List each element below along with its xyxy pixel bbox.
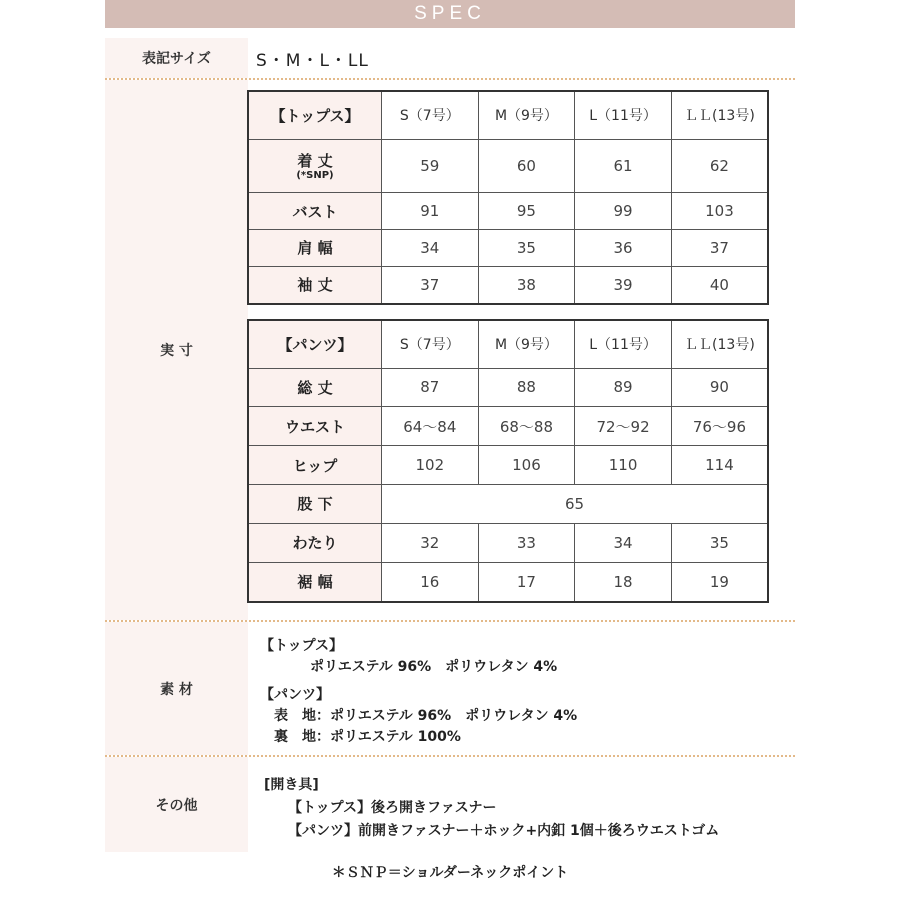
other-title: [開き具] xyxy=(264,777,319,793)
label-size xyxy=(105,38,248,78)
table-cell: 87 xyxy=(382,368,479,407)
table-cell: 89 xyxy=(575,368,672,407)
table-cell: 17 xyxy=(478,562,575,602)
tops-size-table xyxy=(247,90,769,305)
table-cell: 91 xyxy=(382,193,479,230)
row-header: 肩 幅 xyxy=(248,229,382,266)
spec-header: SPEC xyxy=(105,0,795,28)
other-block xyxy=(264,774,719,843)
table-cell: 60 xyxy=(478,139,575,193)
row-header: 袖 丈 xyxy=(248,266,382,304)
table-cell: 40 xyxy=(671,266,768,304)
material-pants-outer: 表 地：ポリエステル 96% ポリウレタン 4% xyxy=(274,708,578,724)
table-cell: 106 xyxy=(478,446,575,485)
divider xyxy=(105,78,795,80)
table-title: 【パンツ】 xyxy=(248,320,382,368)
table-cell: 36 xyxy=(575,229,672,266)
material-pants-title: 【パンツ】 xyxy=(260,687,330,703)
table-cell: 37 xyxy=(382,266,479,304)
table-cell: 61 xyxy=(575,139,672,193)
table-cell: 18 xyxy=(575,562,672,602)
table-cell: 102 xyxy=(382,446,479,485)
table-cell: 37 xyxy=(671,229,768,266)
column-header: M（9号） xyxy=(478,91,575,139)
column-header: ＬＬ(13号) xyxy=(671,320,768,368)
column-header: L（11号） xyxy=(575,91,672,139)
table-cell: 38 xyxy=(478,266,575,304)
table-cell: 90 xyxy=(671,368,768,407)
row-header: 総 丈 xyxy=(248,368,382,407)
column-header: M（9号） xyxy=(478,320,575,368)
label-material-text: 素 材 xyxy=(160,681,193,698)
row-header: ヒップ xyxy=(248,446,382,485)
row-header: わたり xyxy=(248,523,382,562)
row-header xyxy=(248,139,382,193)
table-cell: 76〜96 xyxy=(671,407,768,446)
table-cell: 103 xyxy=(671,193,768,230)
divider xyxy=(105,755,795,757)
table-cell: 59 xyxy=(382,139,479,193)
label-measure-text: 実 寸 xyxy=(160,343,193,359)
table-cell-merged: 65 xyxy=(382,485,769,524)
column-header: L（11号） xyxy=(575,320,672,368)
table-cell: 110 xyxy=(575,446,672,485)
table-cell: 19 xyxy=(671,562,768,602)
row-label: 着 丈 xyxy=(297,152,333,171)
label-other-text: その他 xyxy=(155,797,198,814)
material-tops-title: 【トップス】 xyxy=(260,638,344,654)
table-cell: 35 xyxy=(671,523,768,562)
other-tops-line: 【トップス】後ろ開きファスナー xyxy=(288,800,497,816)
table-cell: 39 xyxy=(575,266,672,304)
table-cell: 68〜88 xyxy=(478,407,575,446)
size-value: S・M・L・LL xyxy=(256,51,369,71)
divider xyxy=(105,620,795,622)
row-header: 股 下 xyxy=(248,485,382,524)
table-cell: 114 xyxy=(671,446,768,485)
material-pants-lining: 裏 地：ポリエステル 100% xyxy=(274,729,461,745)
label-measure xyxy=(105,80,248,620)
row-header: ウエスト xyxy=(248,407,382,446)
pants-size-table xyxy=(247,319,769,603)
table-cell: 95 xyxy=(478,193,575,230)
table-title: 【トップス】 xyxy=(248,91,382,139)
row-header: 裾 幅 xyxy=(248,562,382,602)
table-cell: 72〜92 xyxy=(575,407,672,446)
label-material xyxy=(105,622,248,755)
table-cell: 33 xyxy=(478,523,575,562)
material-tops-line: ポリエステル 96% ポリウレタン 4% xyxy=(310,659,558,675)
table-cell: 34 xyxy=(382,229,479,266)
table-cell: 62 xyxy=(671,139,768,193)
other-pants-line: 【パンツ】前開きファスナー＋ホック+内釦 1個＋後ろウエストゴム xyxy=(288,823,720,839)
material-block xyxy=(260,636,577,748)
label-size-text: 表記サイズ xyxy=(142,51,211,67)
table-cell: 99 xyxy=(575,193,672,230)
label-other xyxy=(105,757,248,852)
snp-note: ＊ＳＮＰ＝ショルダーネックポイント xyxy=(331,865,569,881)
table-cell: 32 xyxy=(382,523,479,562)
column-header: ＬＬ(13号) xyxy=(671,91,768,139)
table-cell: 16 xyxy=(382,562,479,602)
table-cell: 34 xyxy=(575,523,672,562)
table-cell: 35 xyxy=(478,229,575,266)
column-header: S（7号） xyxy=(382,91,479,139)
row-sublabel: (*SNP) xyxy=(296,170,334,182)
row-header: バスト xyxy=(248,193,382,230)
table-cell: 64〜84 xyxy=(382,407,479,446)
column-header: S（7号） xyxy=(382,320,479,368)
table-cell: 88 xyxy=(478,368,575,407)
